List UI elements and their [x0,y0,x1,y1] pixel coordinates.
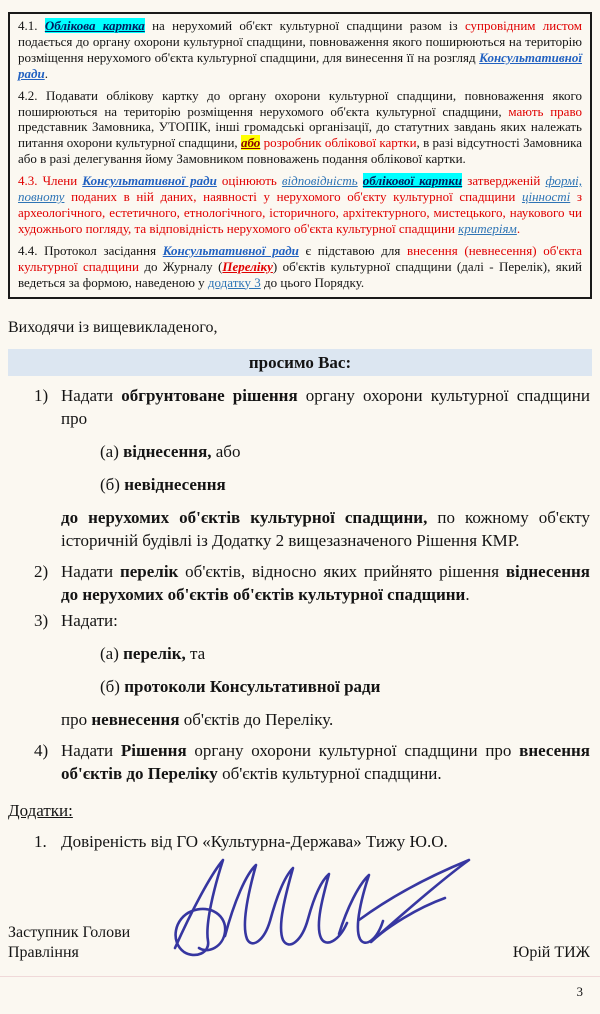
text-run: Надати: [61,610,118,630]
text-run: про [61,709,92,729]
text-run: перелік [119,561,179,581]
highlighted-term: Облікова картка [44,18,145,33]
closing-intro-text: Виходячи із вищевикладеного, [8,318,218,336]
text-run: 4.3. Члени [18,173,83,189]
text-run: на нерухомий об'єкт культурної спадщини разом із [144,18,465,33]
text-run: Надати [61,385,122,405]
hyperlink-term[interactable]: Консультативної ради [162,242,299,258]
list-marker: 3) [34,610,49,630]
request-subitem-1a [100,440,592,463]
text-run: (а) [100,643,124,663]
request-list [8,384,592,785]
request-item-1-continuation [61,506,592,552]
signer-title [8,923,130,963]
text-run: перелік, [123,643,186,663]
text-run: . [44,65,48,81]
attachment-item [8,830,592,853]
text-run: . [516,220,521,236]
signer-title-line1: Заступник Голови [8,924,131,941]
list-marker: 1. [34,831,47,851]
signoff-row [8,923,590,963]
text-run: по кожному об'єкту історичній будівлі із Додатку 2 вищезазначеного Рішення КМР. [61,507,590,550]
request-item-2 [8,560,592,606]
text-run: внесення об'єктів до Переліку [61,740,590,783]
text-run: протоколи Консультативної ради [124,676,381,696]
footer-divider [0,976,600,977]
text-run: мають право [508,103,582,119]
clause-4-2 [18,88,582,168]
request-subitem-1b [100,473,592,496]
text-run: внесення (невнесення) об'єкта культурної спадщини [18,242,582,274]
request-heading-banner: просимо Вас: [8,349,592,376]
text-run: (б) [100,676,125,696]
text-run: Надати [61,740,121,760]
hyperlink-term[interactable]: критеріям [458,220,517,236]
text-run: або [211,441,241,461]
text-run: 4.2. Подавати облікову картку до органу охорони культурної спадщини, повноваження якого поширюються на територію розміщення нерухомого об'єкта культурної спадщини, [18,87,582,119]
text-run: 4.1. [18,18,45,33]
text-run: віднесення до нерухомих об'єктів об'єктів культурної спадщини [61,561,590,604]
attachment-item-text: Довіреність від ГО «Культурна-Держава» Тижу Ю.О. [61,831,448,851]
text-run: та [185,643,206,663]
highlighted-term: Переліку [222,258,273,274]
text-run: невіднесення [124,474,226,494]
list-marker: 1) [34,385,49,405]
clause-4-1 [18,18,582,82]
text-run: є підставою для [298,242,407,258]
text-run: затвердженій [462,173,546,189]
page-number: 3 [576,984,583,999]
text-run: з археологічного, естетичного, етнологічного, історичного, архітектурного, мистецького, наукового чи художнього погляду, та відповідність нерухомого об'єкта культурної спадщини [18,189,582,236]
text-run: . [465,584,470,604]
text-run: обгрунтоване рішення [121,385,298,405]
request-item-3 [8,609,592,632]
text-run: (а) [100,441,124,461]
request-item-3-continuation [61,708,592,731]
text-run: (б) [100,474,125,494]
hyperlink-term[interactable]: додатку 3 [207,274,261,290]
hyperlink-term[interactable]: цінності [521,189,571,205]
text-run: до цього Порядку. [260,274,365,290]
text-run: Рішення [120,740,187,760]
text-run: віднесення, [123,441,212,461]
text-run: до нерухомих об'єктів культурної спадщини, [61,507,428,527]
text-run: представник Замовника, УТОПІК, інші громадські організації, до статутних завдань яких належать питання охорони культурної спадщини, [18,119,582,151]
highlighted-term: облікової картки [362,173,463,189]
request-item-4 [8,739,592,785]
text-run: поданих в ній даних, наявності у нерухомого об'єкту культурної спадщини [64,189,522,205]
text-run: об'єктів культурної спадщини. [217,763,442,783]
text-run: подається до органу охорони культурної спадщини, повноваження якого поширюються на територію розміщення нерухомого об'єкта культурної спадщини, для винесення її на розгляд [18,33,582,65]
text-run: Надати [61,561,120,581]
request-subitem-3b [100,675,592,698]
text-run: оцінюють [216,173,282,189]
regulation-excerpt-box [8,12,592,299]
hyperlink-term[interactable]: Консультативної ради [82,173,217,189]
attachments-heading: Додатки: [8,800,73,820]
clause-4-4 [18,243,582,291]
list-marker: 2) [34,561,49,581]
text-run: об'єктів до Переліку. [179,709,334,729]
text-run: ) об'єктів культурної спадщини (далі - Перелік), який ведеться за формою, наведеною у [18,258,582,290]
text-run: до Журналу ( [138,258,223,274]
hyperlink-term[interactable]: відповідність [281,173,358,189]
text-run: невнесення [91,709,180,729]
clause-4-3 [18,173,582,237]
text-run: об'єктів, відносно яких прийнято рішення [178,561,506,581]
text-run: 4.4. Протокол засідання [18,242,163,258]
hyperlink-term[interactable]: формі, повноту [18,173,583,205]
text-run: органу охорони культурної спадщини про [186,740,520,760]
request-subitem-3a [100,642,592,665]
signer-title-line2: Правління [8,944,79,961]
signer-name: Юрій ТИЖ [512,944,590,961]
text-run: супровідним листом [464,18,583,33]
request-item-1 [8,384,592,430]
hyperlink-term[interactable]: Консультативної ради [18,49,582,81]
list-marker: 4) [34,740,49,760]
highlighted-term: або [240,135,261,151]
text-run: розробник облікової картки [263,135,417,151]
text-run: органу охорони культурної спадщини про [61,385,590,428]
text-run: , в разі відсутності Замовника або в разі делегування йому Замовником повноважень подання облікової картки. [18,135,583,167]
